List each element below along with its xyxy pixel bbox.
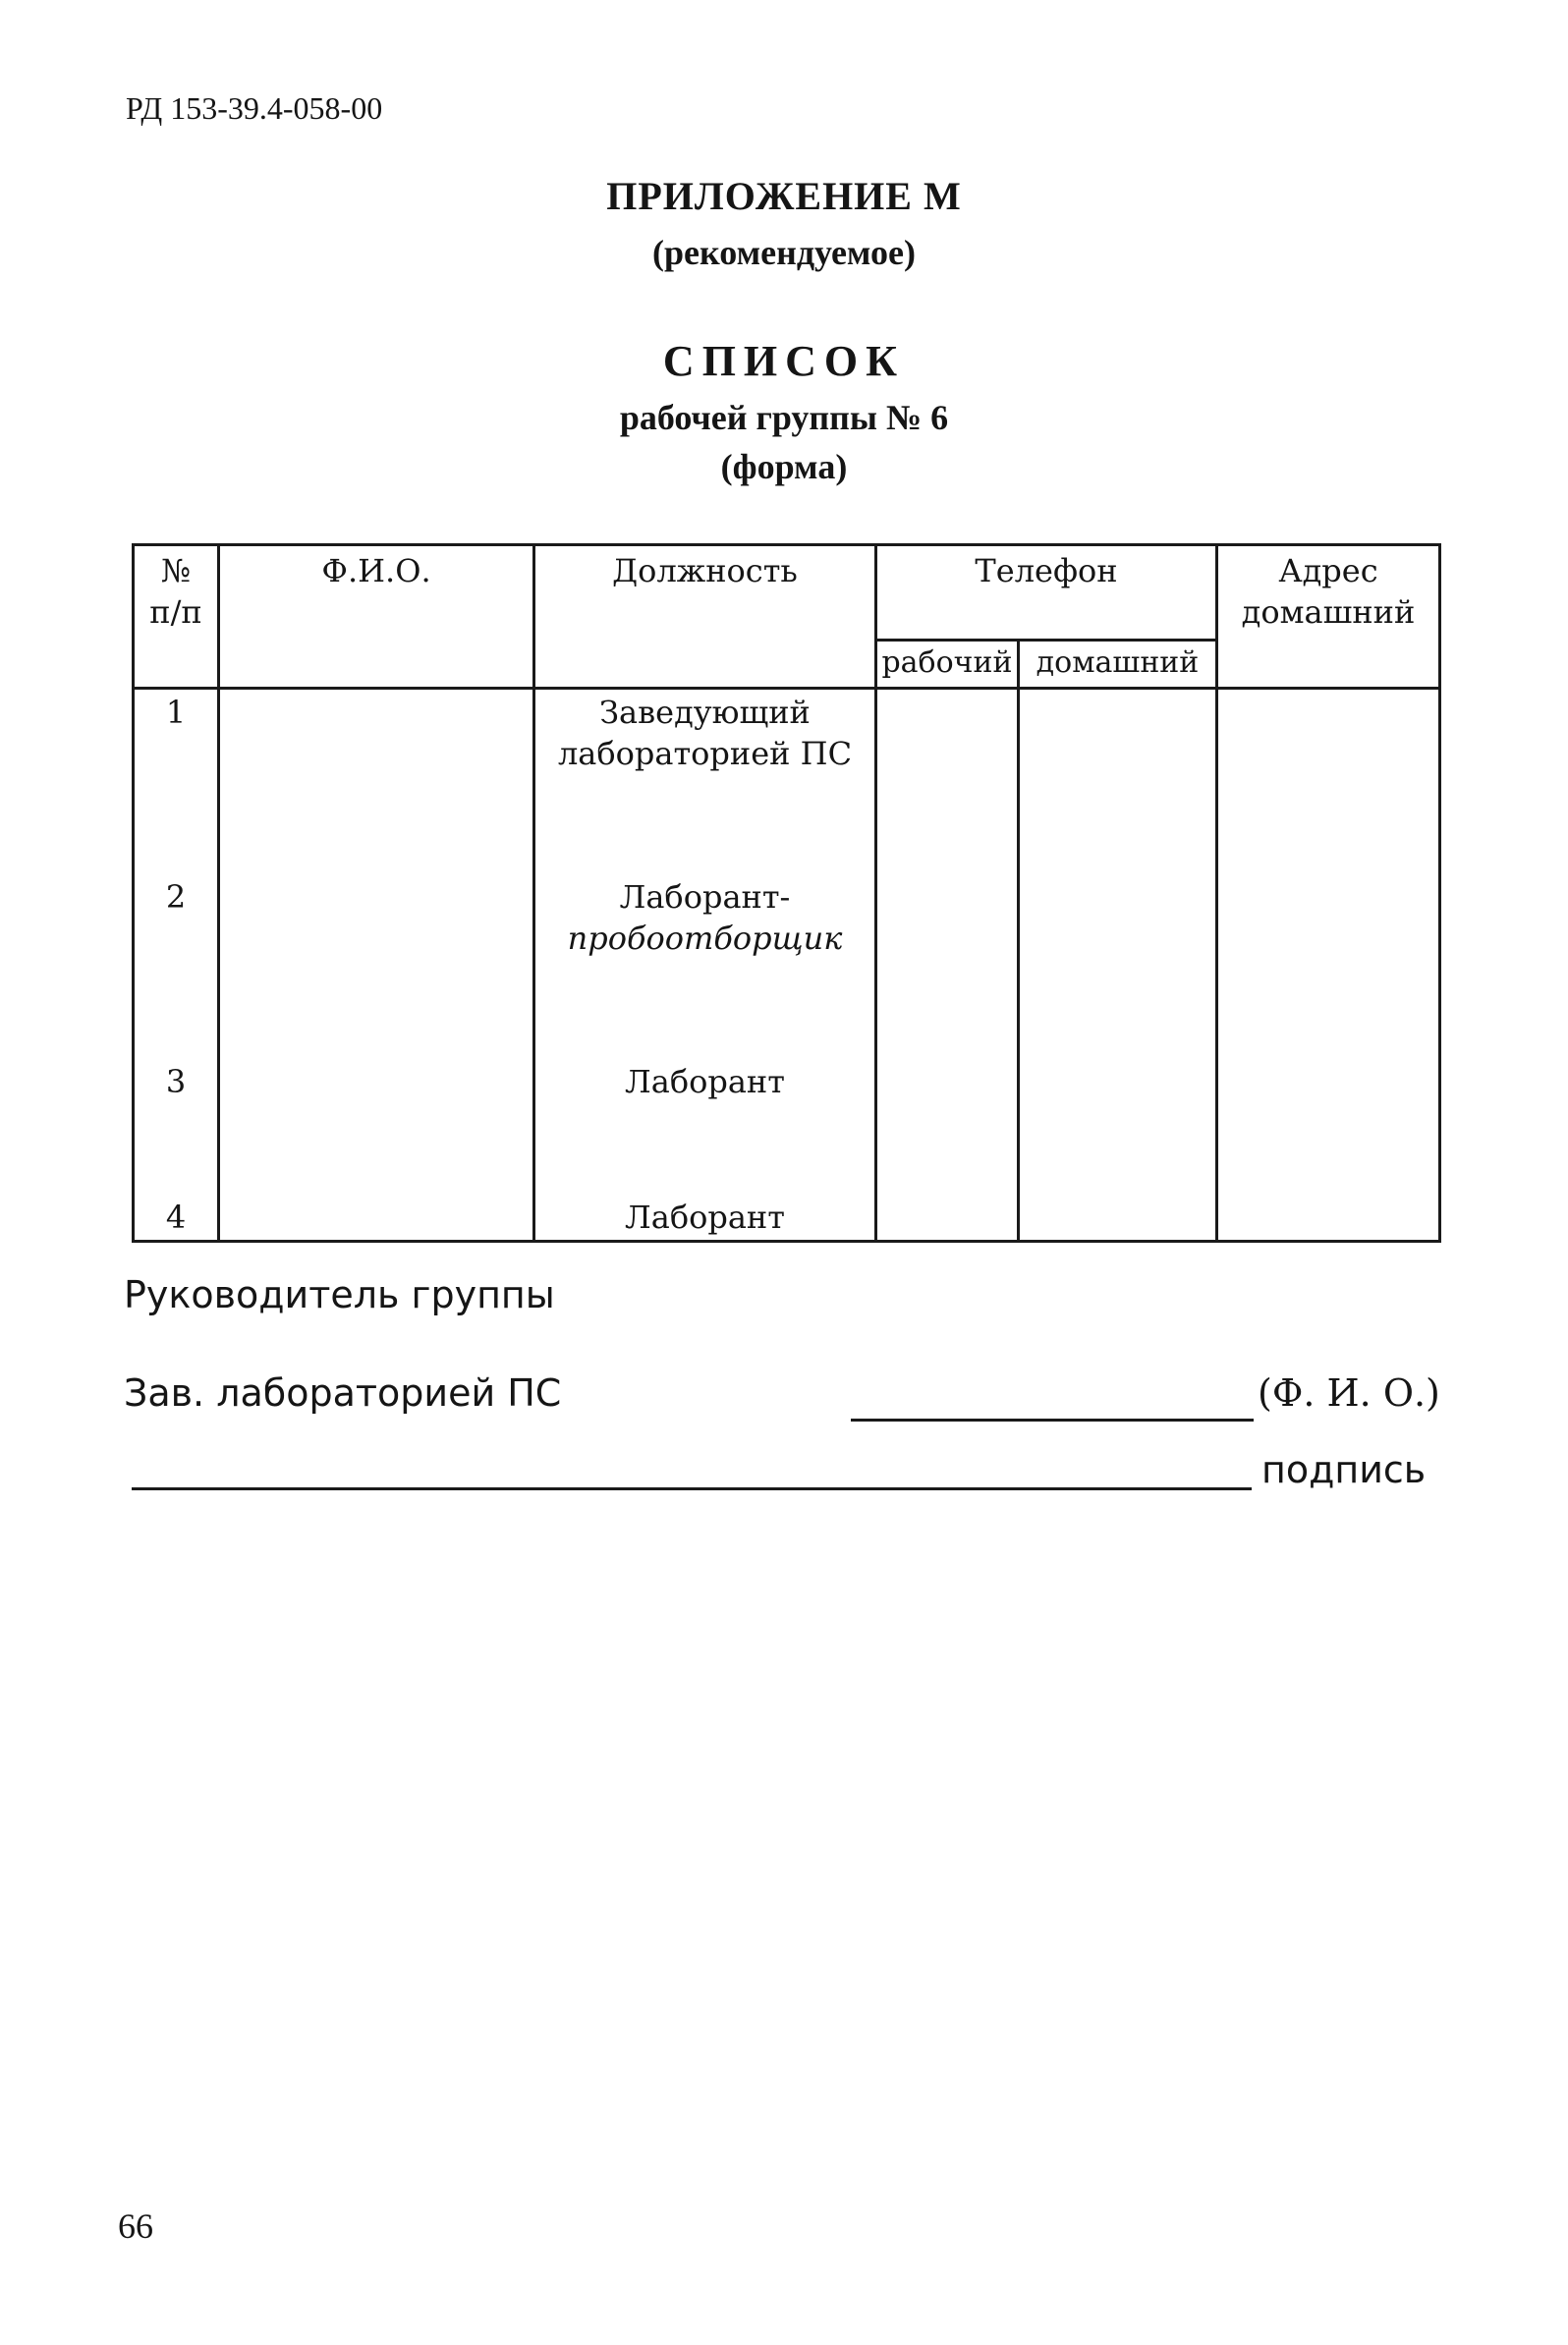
fio-label: (Ф. И. О.) bbox=[1258, 1371, 1440, 1415]
appendix-title: ПРИЛОЖЕНИЕ М bbox=[606, 174, 962, 218]
page-number: 66 bbox=[118, 2206, 153, 2246]
row-number: 3 bbox=[134, 1059, 219, 1195]
header-phone-work: рабочий bbox=[876, 641, 1019, 689]
row-position-line2: пробоотборщик bbox=[567, 920, 843, 957]
row-position-line1: Заведующий bbox=[599, 694, 811, 731]
row-position bbox=[534, 874, 876, 1059]
table-row bbox=[134, 1195, 1440, 1242]
group-leader-label: Руководитель группы bbox=[124, 1273, 555, 1316]
document-code: РД 153-39.4-058-00 bbox=[126, 90, 383, 126]
row-position-line1: Лаборант bbox=[625, 1199, 785, 1236]
row-address-cell bbox=[1217, 689, 1440, 875]
work-group-table bbox=[132, 543, 1441, 1243]
row-position-line2: лабораторией ПС bbox=[557, 735, 853, 772]
header-address-line1: Адрес bbox=[1278, 552, 1378, 589]
row-phone-work-cell bbox=[876, 874, 1019, 1059]
header-phone-home: домашний bbox=[1019, 641, 1217, 689]
row-number: 4 bbox=[134, 1195, 219, 1242]
table-row bbox=[134, 874, 1440, 1059]
row-phone-work-cell bbox=[876, 689, 1019, 875]
header-num bbox=[134, 545, 219, 689]
header-phone: Телефон bbox=[876, 545, 1217, 641]
table-row bbox=[134, 1059, 1440, 1195]
row-phone-home-cell bbox=[1019, 689, 1217, 875]
list-subtitle: рабочей группы № 6 bbox=[619, 398, 949, 437]
row-number: 2 bbox=[134, 874, 219, 1059]
row-phone-home-cell bbox=[1019, 1059, 1217, 1195]
row-position bbox=[534, 689, 876, 875]
row-position-line1: Лаборант- bbox=[619, 878, 791, 916]
list-form-note: (форма) bbox=[720, 447, 848, 486]
list-title: СПИСОК bbox=[662, 337, 906, 385]
row-address-cell bbox=[1217, 874, 1440, 1059]
row-position bbox=[534, 1059, 876, 1195]
header-address bbox=[1217, 545, 1440, 689]
row-fio-cell bbox=[219, 1195, 534, 1242]
appendix-note: (рекомендуемое) bbox=[652, 233, 916, 272]
signature-label: подпись bbox=[1261, 1448, 1427, 1491]
row-phone-home-cell bbox=[1019, 874, 1217, 1059]
row-phone-work-cell bbox=[876, 1059, 1019, 1195]
header-num-line2: п/п bbox=[149, 593, 202, 631]
row-position-line1: Лаборант bbox=[625, 1063, 785, 1100]
header-address-line2: домашний bbox=[1241, 593, 1416, 631]
lab-head-label: Зав. лабораторией ПС bbox=[124, 1371, 562, 1415]
row-fio-cell bbox=[219, 689, 534, 875]
row-phone-work-cell bbox=[876, 1195, 1019, 1242]
fio-signature-line bbox=[851, 1419, 1254, 1422]
row-fio-cell bbox=[219, 1059, 534, 1195]
row-address-cell bbox=[1217, 1059, 1440, 1195]
row-phone-home-cell bbox=[1019, 1195, 1217, 1242]
row-position bbox=[534, 1195, 876, 1242]
row-number: 1 bbox=[134, 689, 219, 875]
header-fio: Ф.И.О. bbox=[219, 545, 534, 689]
header-position: Должность bbox=[534, 545, 876, 689]
table-row bbox=[134, 689, 1440, 875]
header-num-line1: № bbox=[160, 552, 192, 589]
row-address-cell bbox=[1217, 1195, 1440, 1242]
row-fio-cell bbox=[219, 874, 534, 1059]
signature-line bbox=[132, 1487, 1252, 1490]
